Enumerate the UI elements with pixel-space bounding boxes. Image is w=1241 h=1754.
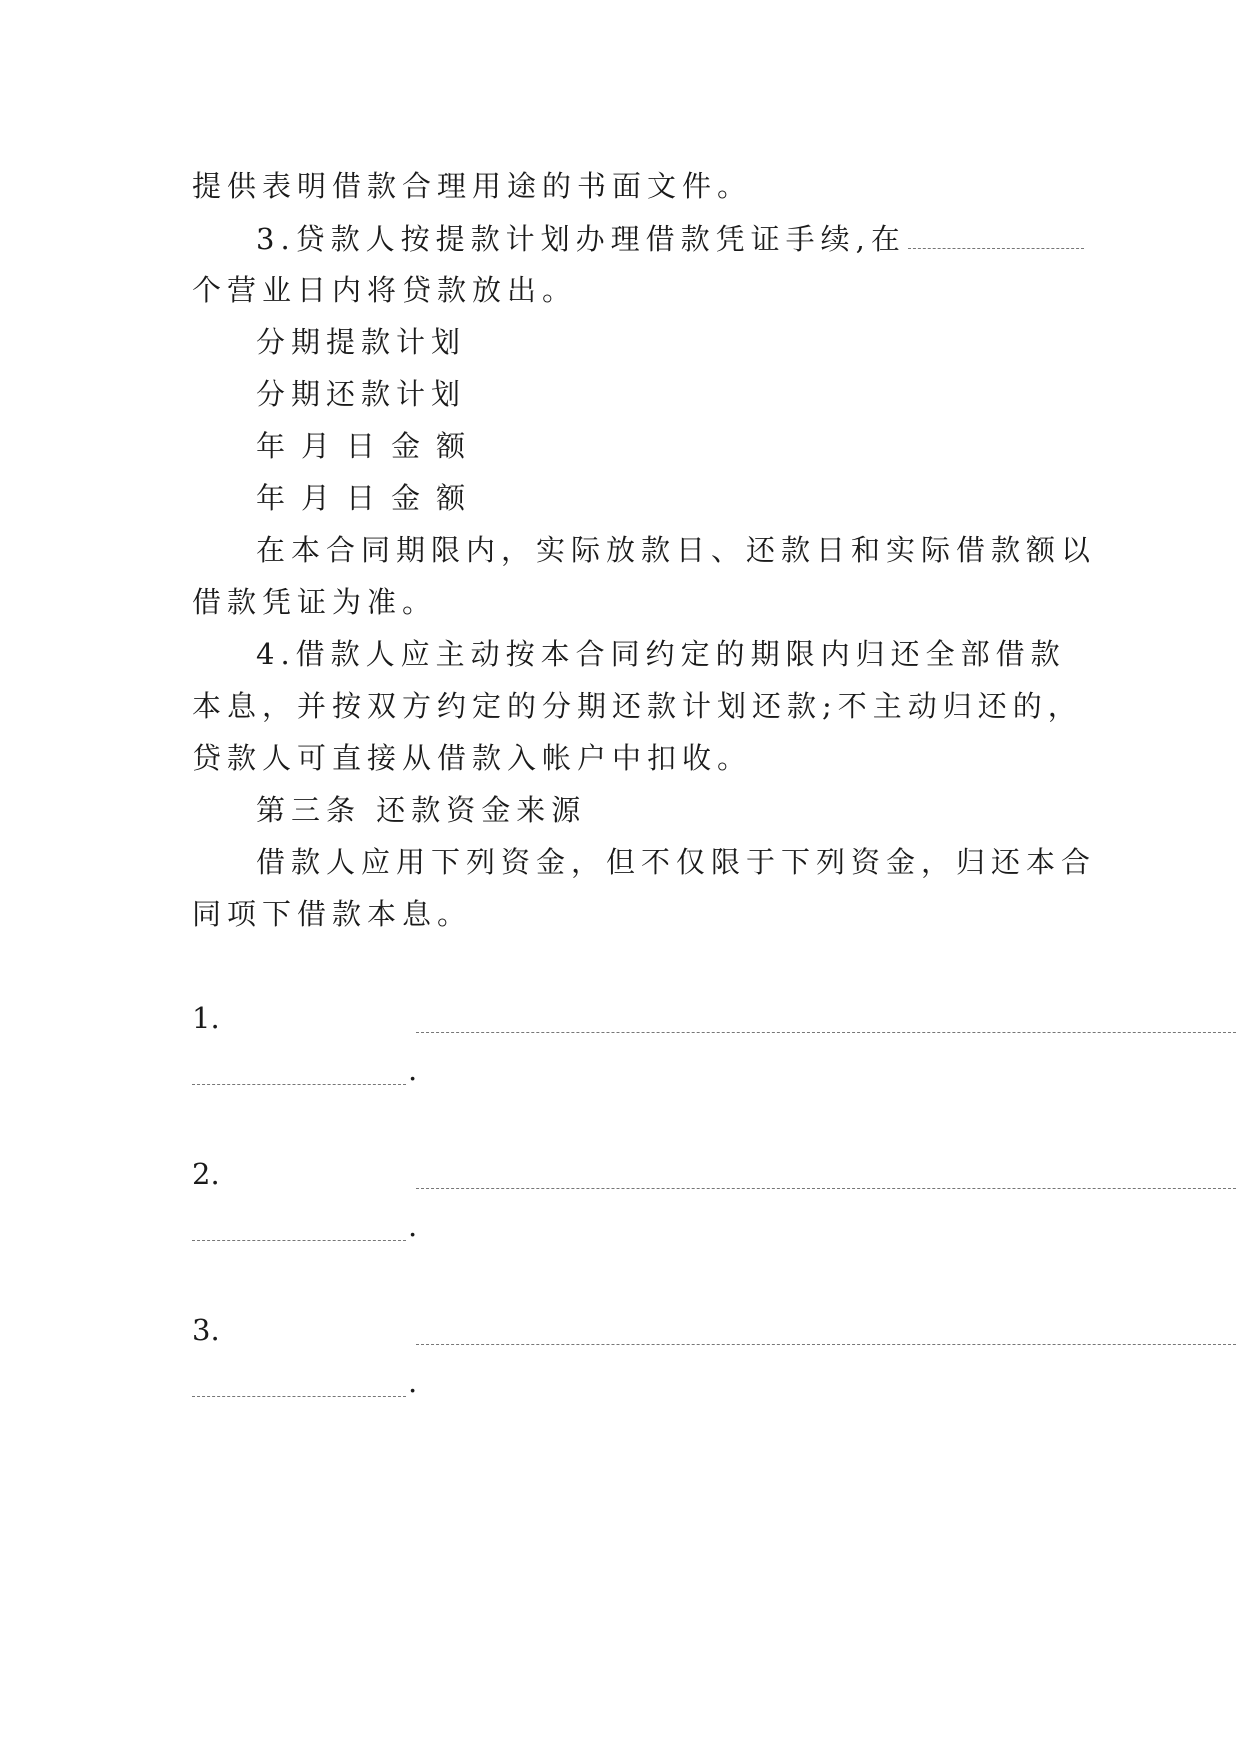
paragraph-line: 借款人应用下列资金，但不仅限于下列资金，归还本合 xyxy=(256,845,1097,879)
list-item xyxy=(192,1310,1052,1350)
fill-in-blank xyxy=(416,1188,1236,1189)
amount-label-1: 金 xyxy=(391,429,421,463)
year-label: 年 xyxy=(256,429,286,463)
list-number: 3. xyxy=(192,1313,220,1347)
list-end-mark: . xyxy=(408,1053,418,1087)
paragraph-line: 在本合同期限内，实际放款日、还款日和实际借款额以 xyxy=(256,533,1097,567)
clause-text: 3.贷款人按提款计划办理借款凭证手续,在 xyxy=(256,222,906,256)
fill-in-blank xyxy=(416,1344,1236,1345)
list-number: 2. xyxy=(192,1157,220,1191)
fill-in-blank xyxy=(416,1032,1236,1033)
date-amount-row xyxy=(256,478,1116,518)
month-label: 月 xyxy=(301,481,331,515)
amount-label-2: 额 xyxy=(436,481,466,515)
list-item xyxy=(192,1154,1052,1194)
paragraph-line: 4.借款人应主动按本合同约定的期限内归还全部借款 xyxy=(256,637,1066,671)
paragraph-line: 同项下借款本息。 xyxy=(192,897,473,931)
list-end-mark: . xyxy=(408,1365,418,1399)
list-item xyxy=(192,998,1052,1038)
day-label: 日 xyxy=(346,429,376,463)
list-number: 1. xyxy=(192,1001,220,1035)
section-heading: 分期提款计划 xyxy=(256,325,467,359)
fill-in-blank xyxy=(192,1240,406,1241)
article-heading: 第三条 还款资金来源 xyxy=(256,793,587,827)
fill-in-blank xyxy=(192,1396,406,1397)
fill-in-blank xyxy=(192,1084,406,1085)
date-amount-row xyxy=(256,426,1116,466)
month-label: 月 xyxy=(301,429,331,463)
paragraph-line: 个营业日内将贷款放出。 xyxy=(192,273,578,307)
paragraph-line: 本息，并按双方约定的分期还款计划还款;不主动归还的， xyxy=(192,689,1083,723)
day-label: 日 xyxy=(346,481,376,515)
paragraph-line: 借款凭证为准。 xyxy=(192,585,438,619)
list-end-mark: . xyxy=(408,1209,418,1243)
paragraph-line: 提供表明借款合理用途的书面文件。 xyxy=(192,169,753,203)
year-label: 年 xyxy=(256,481,286,515)
paragraph-line xyxy=(256,218,1056,259)
section-heading: 分期还款计划 xyxy=(256,377,467,411)
amount-label-2: 额 xyxy=(436,429,466,463)
amount-label-1: 金 xyxy=(391,481,421,515)
fill-in-blank xyxy=(908,218,1084,249)
paragraph-line: 贷款人可直接从借款入帐户中扣收。 xyxy=(192,741,753,775)
